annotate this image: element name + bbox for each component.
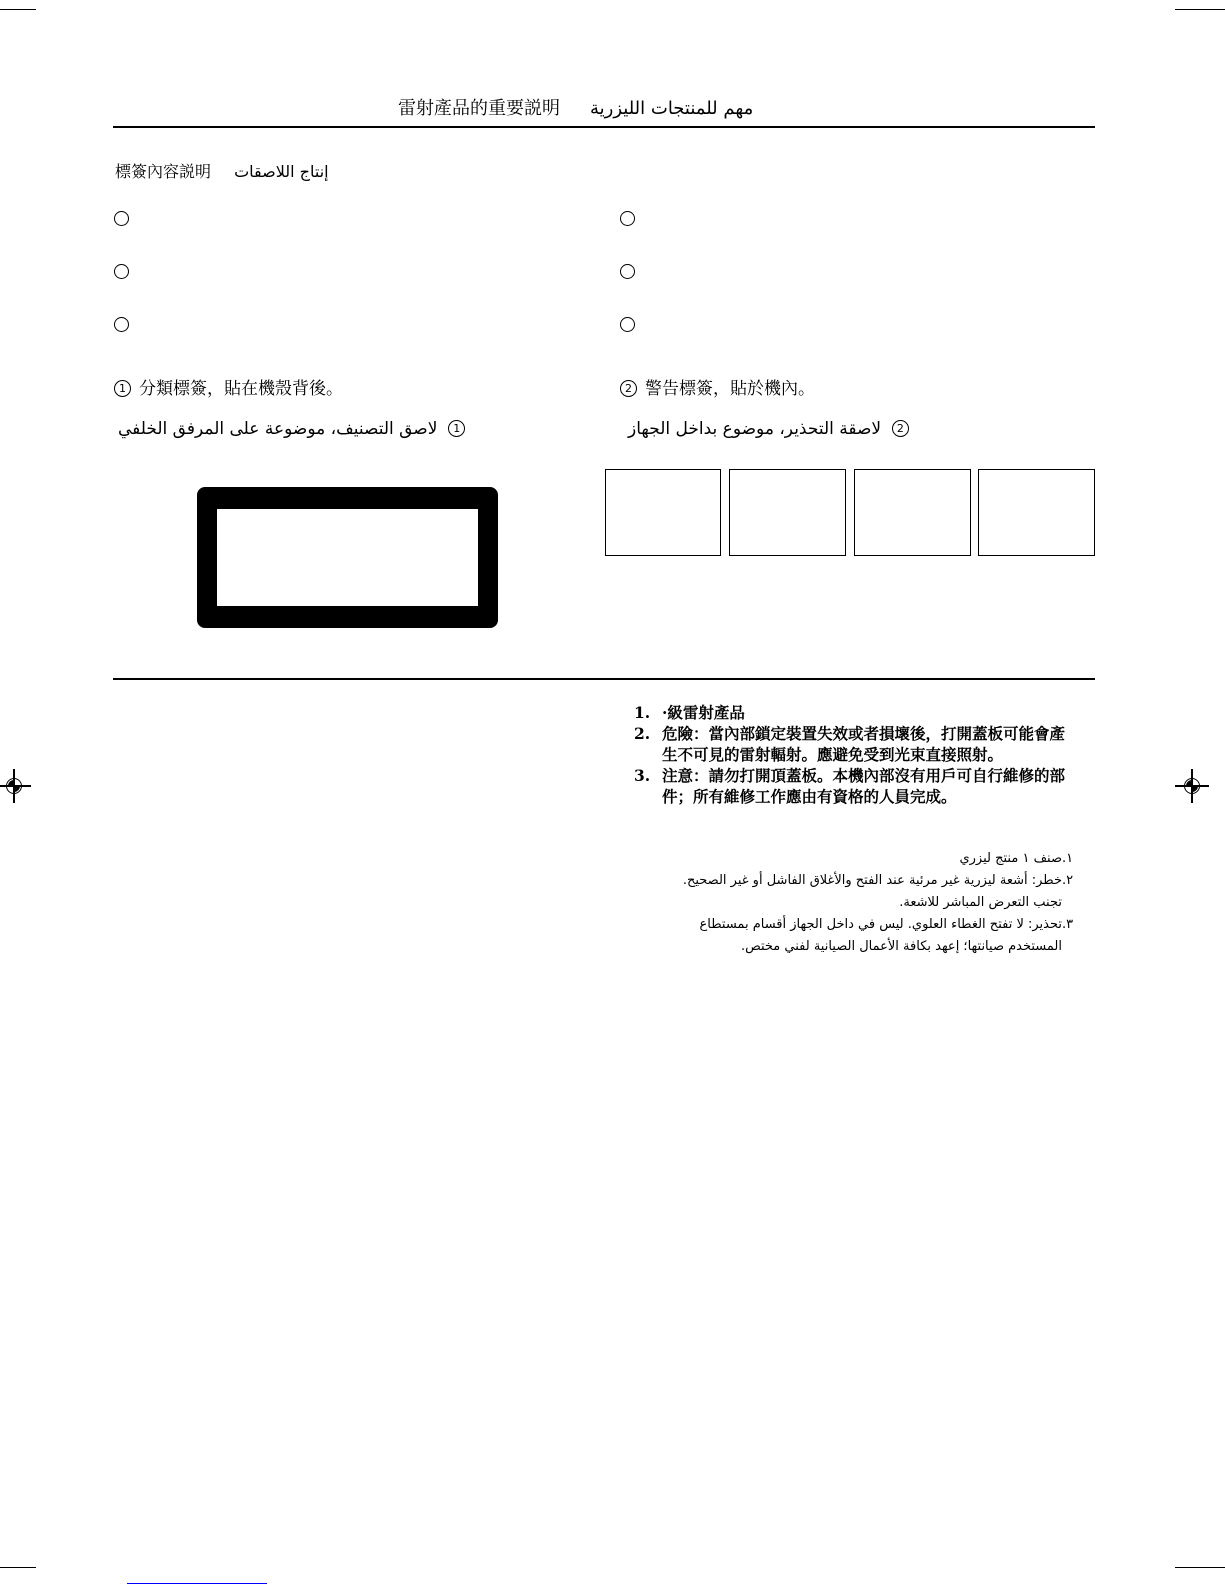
- note-zh-2-cont: 生不可見的雷射輻射。應避免受到光束直接照射。: [662, 745, 1004, 764]
- label2-number: 2: [620, 380, 637, 397]
- classification-label-area: [217, 509, 478, 606]
- note-ar-2-cont: تجنب التعرض المباشر للاشعة.: [899, 895, 1062, 910]
- label1-number-ar: 1: [448, 420, 465, 437]
- label2-caption-ar: 2 لاصقة التحذير، موضوع بداخل الجهاز: [628, 419, 948, 439]
- note-ar-3-cont: المستخدم صيانتها؛ إعهد بكافة الأعمال الصيانية لفني مختص.: [740, 939, 1062, 954]
- label2-caption-zh: 2 警告標簽，貼於機內。: [620, 374, 815, 399]
- note-zh-3: 3. 注意：請勿打開頂蓋板。本機內部沒有用戶可自行維修的部: [634, 766, 1066, 785]
- warning-label-box-3: [854, 469, 971, 556]
- notes-zh: [634, 702, 1094, 807]
- bullet-circle-right-1: [620, 211, 635, 226]
- page-title-ar: مهم للمنتجات الليزرية: [590, 98, 754, 119]
- labels-heading-ar: إنتاج اللاصقات: [234, 162, 329, 181]
- warning-label-box-1: [605, 469, 721, 556]
- bullet-circle-left-2: [114, 264, 129, 279]
- crop-mark-bottom-line: [127, 1583, 267, 1584]
- section-rule: [113, 678, 1095, 680]
- labels-heading-zh: 標簽內容説明: [115, 162, 212, 181]
- labels-heading: [115, 159, 329, 182]
- classification-label-frame: [197, 487, 498, 628]
- crop-mark-top-left: [0, 9, 36, 10]
- label2-number-ar: 2: [892, 420, 909, 437]
- bullet-circle-right-3: [620, 317, 635, 332]
- warning-label-box-2: [729, 469, 846, 556]
- bullet-circle-left-3: [114, 317, 129, 332]
- header-rule: [113, 126, 1095, 128]
- crop-mark-bottom-left: [0, 1567, 36, 1568]
- note-zh-2: 2. 危險：當內部鎖定裝置失效或者損壞後，打開蓋板可能會產: [634, 724, 1066, 743]
- warning-label-box-4: [978, 469, 1095, 556]
- note-ar-3: ٣.تحذير: لا تفتح الغطاء العلوي. ليس في داخل الجهاز أقسام بمستطاع: [699, 917, 1074, 932]
- label1-number: 1: [114, 380, 131, 397]
- registration-mark-left-icon: [3, 775, 25, 797]
- note-zh-1: 1. ·級雷射產品: [634, 703, 745, 722]
- crop-mark-bottom-right: [1175, 1567, 1225, 1568]
- label1-caption-ar: 1 لاصق التصنيف، موضوعة على المرفق الخلفي: [118, 419, 480, 439]
- note-ar-2: ٢.خطر: أشعة ليزرية غير مرئية عند الفتح والأغلاق الفاشل أو غير الصحيح.: [682, 873, 1074, 888]
- note-zh-3-cont: 件；所有維修工作應由有資格的人員完成。: [662, 787, 957, 806]
- page-title: [398, 94, 753, 120]
- notes-ar: [630, 848, 1092, 958]
- crop-mark-top-right: [1175, 9, 1225, 10]
- bullet-circle-left-1: [114, 211, 129, 226]
- page-title-zh: 雷射產品的重要説明: [398, 98, 560, 119]
- bullet-circle-right-2: [620, 264, 635, 279]
- registration-mark-right-icon: [1181, 775, 1203, 797]
- label1-caption-zh: 1 分類標簽，貼在機殼背後。: [114, 374, 343, 399]
- note-ar-1: ١.صنف ١ منتج ليزري: [959, 851, 1074, 866]
